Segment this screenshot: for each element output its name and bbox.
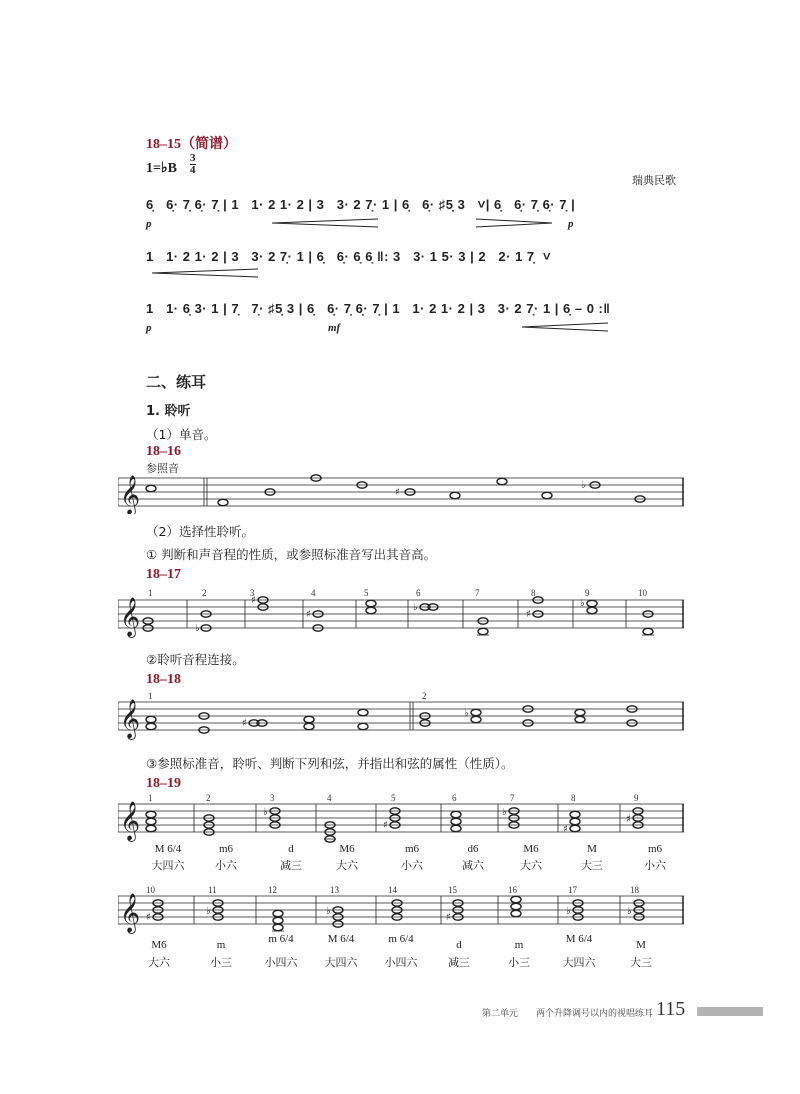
svg-text:♯: ♯ [242,718,247,729]
crescendo-hairpin [150,268,260,278]
svg-text:2: 2 [206,793,211,803]
svg-text:17: 17 [568,885,577,895]
svg-text:♯: ♯ [563,824,568,835]
footer-bar [697,1007,763,1016]
chord-symbol: m6 [647,843,663,855]
svg-text:𝄞: 𝄞 [120,475,141,514]
page-number: 115 [656,998,686,1020]
svg-text:1: 1 [148,691,153,701]
svg-text:♭: ♭ [326,906,331,917]
svg-text:9: 9 [634,793,639,803]
svg-text:♭: ♭ [413,602,418,613]
svg-text:7: 7 [510,793,515,803]
svg-text:♭: ♭ [566,906,571,917]
svg-text:15: 15 [448,885,457,895]
svg-text:♯: ♯ [626,814,631,825]
chord-symbol: M [587,843,597,855]
dynamic-p: p [146,218,152,230]
instruction-chords: ③参照标准音，聆听、判断下列和弦，并指出和弦的属性（性质）。 [146,756,514,771]
dynamic-p: p [146,322,152,334]
chord-name: 大三 [581,859,603,872]
svg-text:2: 2 [422,691,427,701]
jianpu-line-3: 1 1· 6̣ 3· 1 | 7̣ 7̣· ♯5̣ 3 | 6̣ 6̣· 7̣ 6̣· 7̣ | 1 1· 2 1· 2 | 3 3· 2 7̣· 1 | 6̣ – 0 :‖ [146,301,611,316]
svg-text:18: 18 [630,885,639,895]
exercise-label-18-15: 18–15（简谱） [146,137,237,152]
dynamic-mf: mf [328,322,341,334]
chord-symbol: d6 [467,843,479,855]
chord-name: 小六 [644,859,666,872]
chord-symbol: M6 [151,939,167,951]
svg-text:8: 8 [571,793,576,803]
reference-tone-label: 参照音 [146,462,179,475]
svg-text:10: 10 [146,885,155,895]
svg-text:♯: ♯ [251,595,256,606]
svg-text:♭: ♭ [195,623,200,634]
key-signature: 1=♭B [146,161,177,176]
svg-text:5: 5 [364,588,369,598]
chord-symbol: d [456,939,462,951]
svg-text:𝄞: 𝄞 [120,597,141,637]
dynamic-p: p [568,218,574,230]
svg-text:𝄞: 𝄞 [120,893,141,933]
chord-name: 小三 [210,956,232,969]
svg-text:1: 1 [148,793,153,803]
chord-name: 小六 [401,859,423,872]
svg-text:𝄞: 𝄞 [120,699,141,739]
svg-text:2: 2 [202,588,207,598]
chord-symbol: m 6/4 [388,933,414,945]
svg-text:♯: ♯ [526,609,531,620]
decrescendo-hairpin [474,218,554,228]
svg-text:1: 1 [148,588,153,598]
chord-name: 大四六 [324,956,358,969]
instruction-interval-connection: ②聆听音程连接。 [146,652,245,667]
svg-text:♭: ♭ [464,708,469,719]
exercise-label-18-19: 18–19 [146,776,181,791]
staff-18-17 [118,586,686,646]
chord-symbol: m [216,939,226,951]
svg-text:11: 11 [208,885,217,895]
svg-text:14: 14 [388,885,397,895]
chord-symbol: M6 [523,843,539,855]
chord-name: 小三 [508,956,530,969]
svg-text:♭: ♭ [263,807,268,818]
chord-symbol: M 6/4 [565,933,593,945]
chord-symbol: M [636,939,646,951]
svg-text:♭: ♭ [581,480,586,491]
svg-text:7: 7 [475,588,480,598]
chord-name: 减三 [280,859,302,872]
staff-18-19-row-2 [118,884,686,936]
chord-symbol: M6 [339,843,355,855]
svg-text:4: 4 [311,588,316,598]
chord-symbol: m6 [404,843,420,855]
jianpu-line-1: 6̣ 6̣· 7̣ 6̣· 7̣ | 1 1· 2 1· 2 | 3 3· 2 7̣· 1 | 6̣ 6̣· ♯5̣ 3 ˅| 6̣ 6̣· 7̣ 6̣· 7̣ | [146,197,576,212]
svg-text:♯: ♯ [383,820,388,831]
jianpu-line-2: 1 1· 2 1· 2 | 3 3· 2 7̣· 1 | 6̣ 6̣· 6̣ 6̣ ‖: 3 3· 1 5· 3 | 2 2· 1 7̣ ˅ [146,249,551,264]
chord-symbol: d [288,843,294,855]
chord-symbol: M 6/4 [154,843,182,855]
chord-name: 大四六 [151,859,185,872]
chord-symbol: m 6/4 [268,933,294,945]
svg-text:♭: ♭ [627,906,632,917]
svg-text:♯: ♯ [146,912,151,923]
staff-18-18 [118,690,686,746]
chord-symbol: M 6/4 [327,933,355,945]
chord-name: 小四六 [264,956,298,969]
item-selective-listening: （2）选择性聆听。 [146,524,254,539]
chord-name: 小六 [215,859,237,872]
chord-symbol: m6 [218,843,234,855]
svg-text:5: 5 [391,793,396,803]
chord-name: 减六 [462,859,484,872]
chord-name: 大六 [148,956,170,969]
subsection-title: 1. 聆听 [146,404,191,419]
staff-18-19-row-1 [118,792,686,844]
svg-text:6: 6 [452,793,457,803]
chord-symbol: m [514,939,524,951]
svg-text:9: 9 [585,588,590,598]
svg-text:𝄞: 𝄞 [120,801,141,841]
svg-text:12: 12 [268,885,277,895]
svg-text:♯: ♯ [395,487,400,498]
staff-18-16 [118,474,686,514]
svg-text:♭: ♭ [502,807,507,818]
instruction-intervals: ① 判断和声音程的性质，或参照标准音写出其音高。 [146,547,437,562]
svg-text:3: 3 [270,793,275,803]
exercise-label-18-17: 18–17 [146,567,181,582]
svg-text:6: 6 [416,588,421,598]
time-signature: 3 4 [190,152,196,176]
svg-text:♯: ♯ [446,912,451,923]
chord-labels-row-2 [126,934,686,974]
crescendo-hairpin [270,218,380,228]
item-single-tone: （1）单音。 [146,427,217,442]
svg-text:♭: ♭ [206,906,211,917]
exercise-label-18-16: 18–16 [146,444,181,459]
crescendo-hairpin [520,322,610,332]
svg-text:13: 13 [330,885,339,895]
chord-name: 大四六 [562,956,596,969]
footer-title: 两个升降调号以内的视唱练耳 [536,1009,654,1019]
exercise-label-18-18: 18–18 [146,672,181,687]
svg-text:3: 3 [250,588,255,598]
svg-text:4: 4 [327,793,332,803]
chord-name: 大三 [630,956,652,969]
footer-unit: 第二单元 [482,1009,519,1019]
svg-text:16: 16 [508,885,517,895]
chord-name: 减三 [448,956,470,969]
chord-name: 大六 [520,859,542,872]
chord-name: 大六 [336,859,358,872]
chord-name: 小四六 [384,956,418,969]
section-title: 二、练耳 [146,373,207,391]
svg-text:8: 8 [531,588,536,598]
svg-text:♯: ♯ [306,609,311,620]
svg-text:♭: ♭ [580,598,585,609]
svg-text:10: 10 [638,588,647,598]
song-source: 瑞典民歌 [632,174,676,187]
